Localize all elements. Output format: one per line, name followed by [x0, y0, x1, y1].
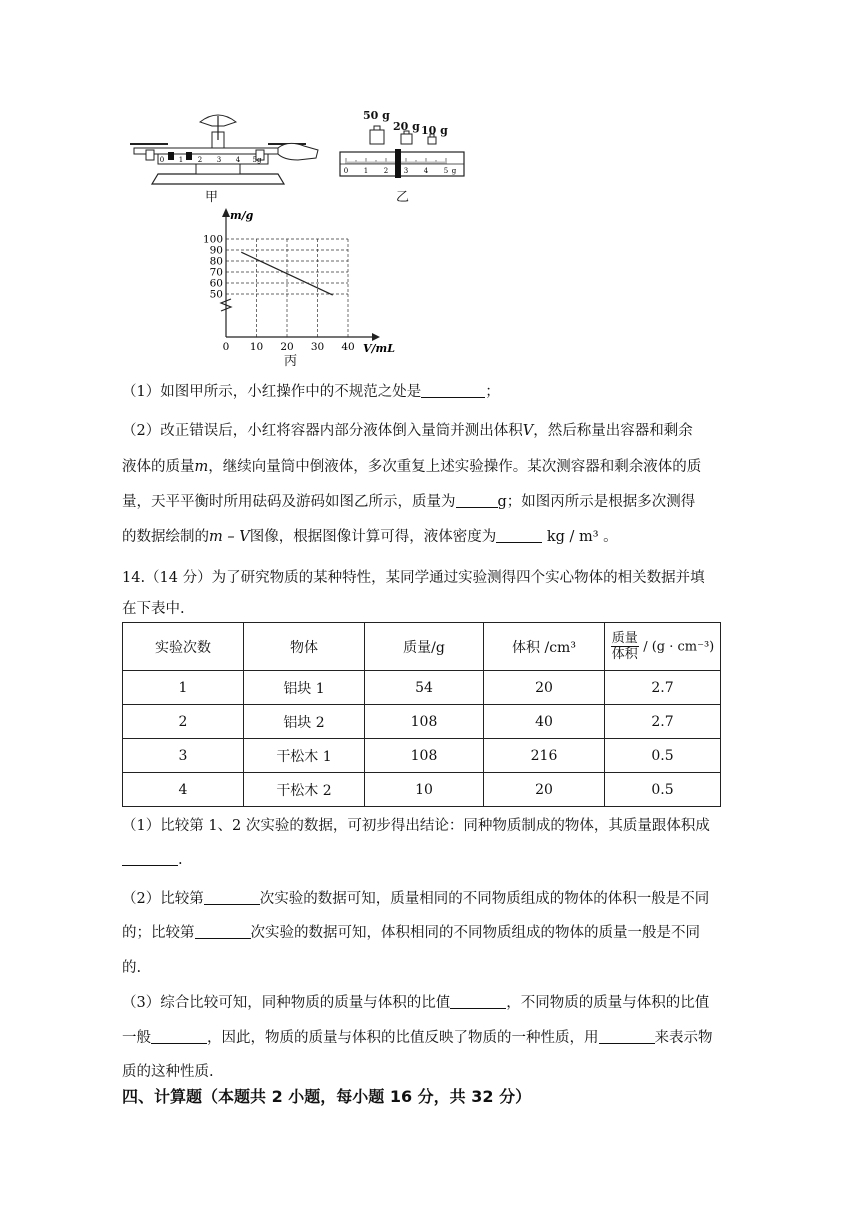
q14-part1-line1: （1）比较第 1、2 次实验的数据，可初步得出结论：同种物质制成的物体，其质量跟体积成	[122, 818, 710, 834]
table-cell: 铝块 1	[244, 671, 365, 705]
answer-blank-q13-1[interactable]	[421, 381, 485, 398]
jia-scale-label: 4	[235, 156, 241, 164]
table-cell: 54	[365, 671, 484, 705]
header-mass: 质量/g	[365, 623, 484, 671]
table-cell: 铝块 2	[244, 705, 365, 739]
graph-xlabel: V/mL	[363, 342, 395, 355]
table-cell: 干松木 2	[244, 773, 365, 807]
y-tick-label: 100	[202, 233, 223, 246]
table-cell: 20	[484, 773, 605, 807]
table-cell: 108	[365, 739, 484, 773]
q13-part2-line1: （2）改正错误后，小红将容器内部分液体倒入量筒并测出体积V，然后称量出容器和剩余	[122, 423, 693, 439]
caption-yi: 乙	[396, 190, 410, 205]
q14-intro-line1: 14.（14 分）为了研究物质的某种特性，某同学通过实验测得四个实心物体的相关数据并填	[122, 570, 705, 586]
jia-scale-label: 0	[159, 156, 165, 164]
answer-blank-q14-3a[interactable]	[450, 992, 506, 1009]
jia-scale-label: 1	[178, 156, 184, 164]
table-header-row	[123, 623, 721, 671]
x-tick-label: 20	[280, 341, 294, 353]
yi-scale-label: 4	[423, 167, 429, 175]
x-tick-label: 0	[222, 341, 230, 353]
header-volume: 体积 /cm³	[484, 623, 605, 671]
x-tick-label: 40	[341, 341, 355, 353]
caption-bing: 丙	[284, 354, 298, 369]
yi-rider	[395, 149, 401, 178]
table-cell: 108	[365, 705, 484, 739]
jia-scale-label: 3	[216, 156, 222, 164]
q14-part2-line2: 的；比较第 次实验的数据可知，体积相同的不同物质组成的物体的质量一般是不同	[122, 915, 734, 951]
header-object: 物体	[244, 623, 365, 671]
yi-scale-label: 0	[343, 167, 349, 175]
yi-scale-label: 1	[363, 167, 369, 175]
table-cell: 4	[123, 773, 244, 807]
q13-part1: （1）如图甲所示，小红操作中的不规范之处是 ；	[122, 374, 734, 410]
answer-blank-q14-2a[interactable]	[204, 888, 260, 905]
q14-intro-line2: 在下表中.	[122, 601, 185, 617]
y-tick-label: 70	[209, 266, 223, 279]
yi-scale-label: 2	[383, 167, 389, 175]
table-row	[123, 705, 721, 739]
table-row	[123, 773, 721, 807]
answer-blank-q13-mass[interactable]	[456, 491, 498, 508]
y-tick-label: 80	[209, 255, 223, 268]
table-row	[123, 739, 721, 773]
answer-blank-q14-3b[interactable]	[151, 1027, 207, 1044]
data-table	[122, 622, 721, 807]
weights-figure-yi	[334, 108, 470, 178]
ratio-fraction: $\frac{\text{质量}}{\text{体积}}$	[611, 631, 638, 662]
yi-scale-label: 3	[403, 167, 409, 175]
q14-part3-line2: 一般 ，因此，物质的质量与体积的比值反映了物质的一种性质，用 来表示物	[122, 1020, 734, 1056]
data-series-line	[241, 252, 333, 295]
table-cell: 20	[484, 671, 605, 705]
weight-label-20g: 20 g	[393, 120, 420, 133]
balance-figure-jia	[128, 104, 328, 206]
q14-part2-line3: 的.	[122, 960, 142, 976]
answer-blank-q14-2b[interactable]	[195, 922, 251, 939]
yi-scale-label: 5	[443, 167, 449, 175]
jia-scale-label: 2	[197, 156, 203, 164]
weight-label-10g: 10 g	[421, 124, 448, 137]
x-tick-label: 10	[249, 341, 264, 353]
y-tick-label: 90	[209, 244, 223, 257]
table-cell: 0.5	[605, 773, 721, 807]
section-heading: 四、计算题（本题共 2 小题，每小题 16 分，共 32 分）	[122, 1087, 532, 1106]
table-cell: 216	[484, 739, 605, 773]
ratio-unit: / (g · cm⁻³)	[643, 639, 715, 655]
header-ratio	[605, 623, 721, 671]
q14-part1-line2: .	[122, 842, 734, 878]
jia-scale-label: 5g	[252, 156, 262, 164]
table-cell: 40	[484, 705, 605, 739]
weight-label-50g: 50 g	[363, 109, 390, 122]
mv-graph-bing	[200, 205, 400, 363]
q13-part2-line2: 液体的质量m，继续向量筒中倒液体，多次重复上述实验操作。某次测容器和剩余液体的质	[122, 459, 702, 475]
header-trial: 实验次数	[123, 623, 244, 671]
table-cell: 2.7	[605, 671, 721, 705]
caption-jia: 甲	[205, 190, 219, 205]
q13-part2-line3: 量，天平平衡时所用砝码及游码如图乙所示，质量为 g；如图丙所示是根据多次测得	[122, 484, 734, 520]
table-cell: 2	[123, 705, 244, 739]
table-cell: 干松木 1	[244, 739, 365, 773]
table-row	[123, 671, 721, 705]
table-cell: 2.7	[605, 705, 721, 739]
q14-part3-line1: （3）综合比较可知，同种物质的质量与体积的比值 ，不同物质的质量与体积的比值	[122, 985, 734, 1021]
table-cell: 3	[123, 739, 244, 773]
y-tick-label: 60	[209, 277, 223, 290]
table-cell: 1	[123, 671, 244, 705]
x-tick-label: 30	[310, 341, 325, 353]
table-cell: 10	[365, 773, 484, 807]
q13-part2-line4: 的数据绘制的m – V图像，根据图像计算可得，液体密度为 kg / m³ 。	[122, 519, 734, 555]
answer-blank-q14-3c[interactable]	[599, 1027, 655, 1044]
answer-blank-q13-density[interactable]	[496, 526, 542, 543]
q14-part2-line1: （2）比较第 次实验的数据可知，质量相同的不同物质组成的物体的体积一般是不同	[122, 881, 734, 917]
table-cell: 0.5	[605, 739, 721, 773]
q14-part3-line3: 质的这种性质.	[122, 1064, 214, 1080]
yi-scale-label: g	[451, 167, 457, 175]
graph-ylabel: m/g	[230, 209, 254, 222]
answer-blank-q14-1[interactable]	[122, 849, 178, 866]
y-tick-label: 50	[209, 288, 223, 301]
